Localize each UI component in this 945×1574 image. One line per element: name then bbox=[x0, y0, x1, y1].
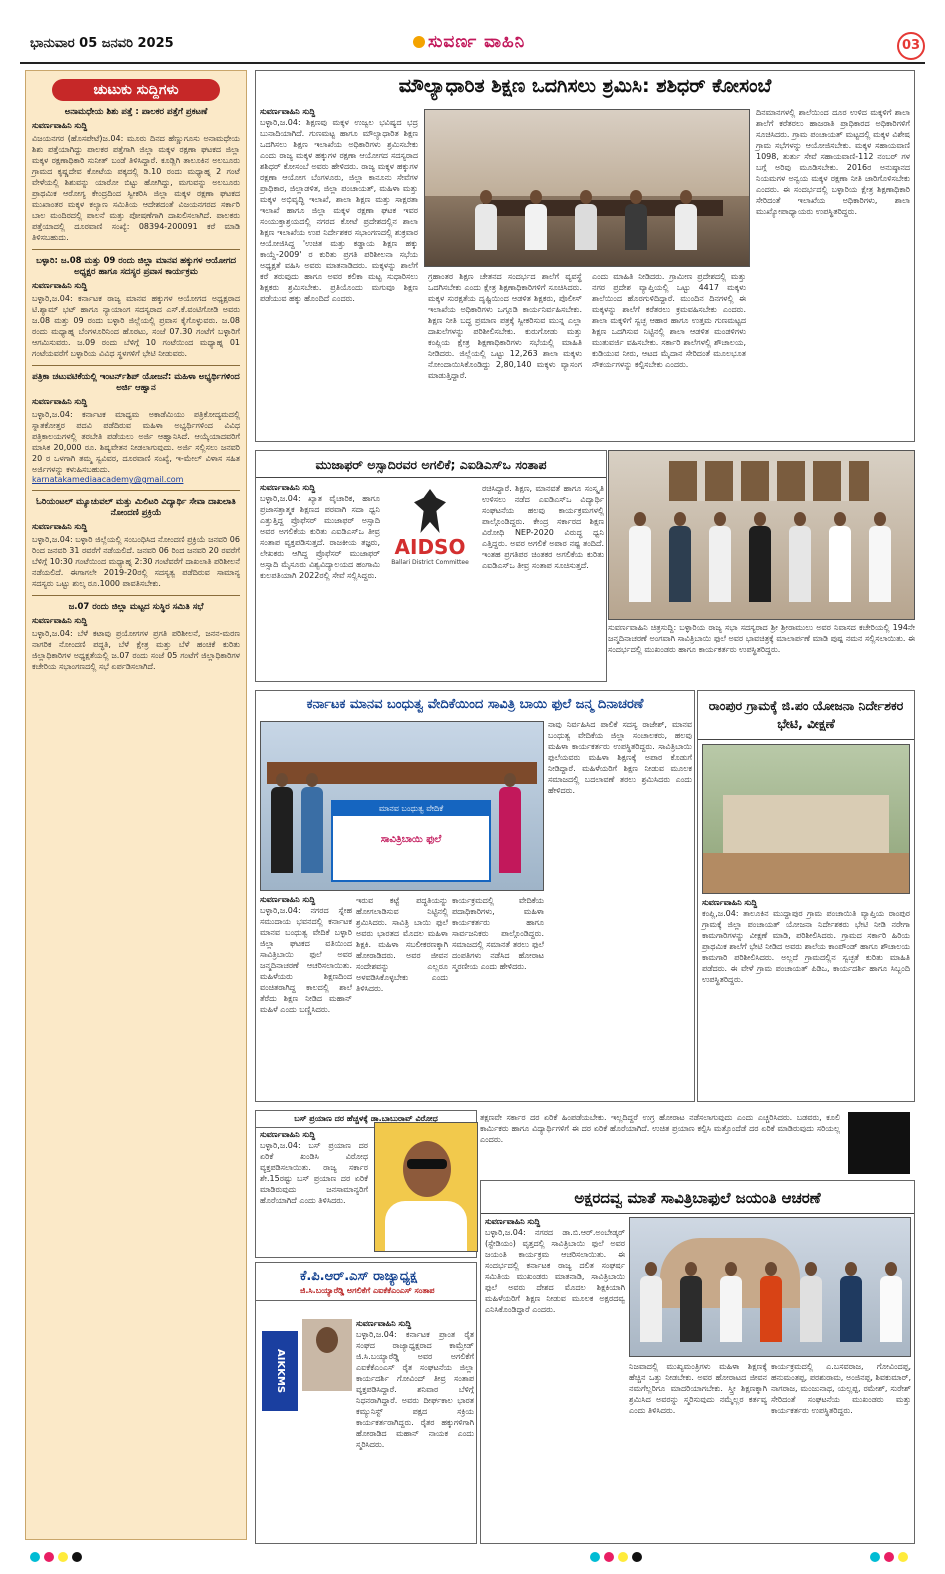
registration-dot-icon bbox=[44, 1552, 54, 1562]
krs-story bbox=[255, 1262, 477, 1544]
aidso-col2 bbox=[482, 483, 604, 679]
aidso-logo-text: AIDSO bbox=[394, 535, 466, 559]
savitribai-story-headline: ಕರ್ನಾಟಕ ಮಾನವ ಬಂಧುತ್ವ ವೇದಿಕೆಯಿಂದ ಸಾವಿತ್ರಿ ಬಾಯಿ ಫುಲೆ ಜನ್ಮ ದಿನಾಚರಣೆ bbox=[306, 697, 644, 712]
registration-dot-icon bbox=[604, 1552, 614, 1562]
aksharadavva-text: ಕಾರ್ಯಕ್ರಮದಲ್ಲಿ ಎ.ಬಸವರಾಜ, ಗೋವಿಂದಪ್ಪ, ಹನುಮಂತಪ್ಪ, ಪರಶುರಾಮ, ಅಂಜಿನಪ್ಪ, ಶಿವಕುಮಾರ್, ನಾಗರಾಜ, ಮಂಜುನಾಥ, ಯಲ್ಲಪ್ಪ, ರಮೇಶ್, ಸುರೇಶ್ ಸೇರಿದಂತೆ ಸಂಘಟನೆಯ ಮುಖಂಡರು ಮತ್ತು ಕಾರ್ಯಕರ್ತರು ಉಪಸ್ಥಿತರಿದ್ದರು. bbox=[771, 1362, 911, 1415]
photo-person bbox=[629, 512, 651, 602]
registration-dot-icon bbox=[72, 1552, 82, 1562]
main-story-text: ಬಳ್ಳಾರಿ,ಜ.04: ಶಿಕ್ಷಣವು ಮಕ್ಕಳ ಉಜ್ವಲ ಭವಿಷ್ಯದ ಭದ್ರ ಬುನಾದಿಯಾಗಿದೆ. ಗುಣಮಟ್ಟ ಹಾಗೂ ಮೌಲ್ಯಾಧಾರಿತ ಶಿಕ್ಷಣ ಒದಗಿಸಲು ಶಿಕ್ಷಣ ಇಲಾಖೆಯ ಅಧಿಕಾರಿಗಳು ಶ್ರಮಿಸಬೇಕು ಎಂದು ರಾಜ್ಯ ಮಕ್ಕಳ ಹಕ್ಕುಗಳ ರಕ್ಷಣಾ ಆಯೋಗದ ಸದಸ್ಯರಾದ ಶಶಿಧರ್ ಕೋಸಂಬೆ ಅವರು ಹೇಳಿದರು. ರಾಜ್ಯ ಮಕ್ಕಳ ಹಕ್ಕುಗಳ ರಕ್ಷಣಾ ಆಯೋಗ ಬೆಂಗಳೂರು, ಜಿಲ್ಲಾ ಕಾನೂನು ಸೇವೆಗಳ ಪ್ರಾಧಿಕಾರ, ಜಿಲ್ಲಾಡಳಿತ, ಜಿಲ್ಲಾ ಪಂಚಾಯತ್, ಮಹಿಳಾ ಮತ್ತು ಮಕ್ಕಳ ಅಭಿವೃದ್ಧಿ ಇಲಾಖೆ, ಶಾಲಾ ಶಿಕ್ಷಣ ಮತ್ತು ಸಾಕ್ಷರತಾ ಇಲಾಖೆ ಹಾಗೂ ಜಿಲ್ಲಾ ಮಕ್ಕಳ ರಕ್ಷಣಾ ಘಟಕ ಇವರ ಸಂಯುಕ್ತಾಶ್ರಯದಲ್ಲಿ ನಗರದ ಕೋಟೆ ಪ್ರದೇಶದಲ್ಲಿನ ಶಾಲಾ ಶಿಕ್ಷಣ ಇಲಾಖೆಯ ಉಪ ನಿರ್ದೇಶಕರ ಸಭಾಂಗಣದಲ್ಲಿ ಶುಕ್ರವಾರ ಆಯೋಜಿಸಿದ್ದ 'ಉಚಿತ ಮತ್ತು ಕಡ್ಡಾಯ ಶಿಕ್ಷಣ ಹಕ್ಕು ಕಾಯ್ದೆ-2009' ರ ಕುರಿತು ಪ್ರಗತಿ ಪರಿಶೀಲನಾ ಸಭೆಯ ಅಧ್ಯಕ್ಷತೆ ವಹಿಸಿ ಅವರು ಮಾತನಾಡಿದರು. ಮಕ್ಕಳನ್ನು ಶಾಲೆಗೆ ಕರೆ ತರುವುದು ಹಾಗೂ ಅವರ ಕಲಿಕಾ ಮಟ್ಟ ಸುಧಾರಿಸಲು ಶಿಕ್ಷಕರು ಶ್ರಮಿಸಬೇಕು. ಪ್ರತಿಯೊಂದು ಮಗುವೂ ಶಿಕ್ಷಣ ಪಡೆಯುವ ಹಕ್ಕು ಹೊಂದಿದೆ ಎಂದರು. bbox=[260, 118, 418, 303]
brief-text: ಬಳ್ಳಾರಿ,ಜ.04: ಕರ್ನಾಟಕ ರಾಜ್ಯ ಮಾನವ ಹಕ್ಕುಗಳ ಆಯೋಗದ ಅಧ್ಯಕ್ಷರಾದ ಟಿ.ಶ್ಯಾಮ್ ಭಟ್ ಹಾಗೂ ನ್ಯಾಯಾಂಗ ಸದಸ್ಯರಾದ ಎಸ್.ಕೆ.ವಂಟಿಗೋಡಿ ಅವರು ಜ.08 ಮತ್ತು 09 ರಂದು ಬಳ್ಳಾರಿ ಜಿಲ್ಲೆಯಲ್ಲಿ ಪ್ರವಾಸ ಕೈಗೊಳ್ಳುವರು. ಜ.08 ರಂದು ಮಧ್ಯಾಹ್ನ ಬೆಂಗಳೂರಿನಿಂದ ಹೊರಟು, ಸಂಜೆ 07.30 ಗಂಟೆಗೆ ಬಳ್ಳಾರಿಗೆ ಆಗಮಿಸುವರು. ಜ.09 ರಂದು ಬೆಳಿಗ್ಗೆ 10 ಗಂಟೆಯಿಂದ ಮಧ್ಯಾಹ್ನ 01 ಗಂಟೆಯವರೆಗೆ ಬಳ್ಳಾರಿಯ ವಿವಿಧ ಸ್ಥಳಗಳಿಗೆ ಭೇಟಿ ನೀಡುವರು. bbox=[32, 294, 240, 358]
aidso-logo bbox=[384, 487, 476, 571]
krs-byline: ಸುವರ್ಣವಾಹಿನಿ ಸುದ್ದಿ bbox=[356, 1319, 412, 1328]
photo-person bbox=[475, 190, 497, 250]
photo-person bbox=[749, 512, 771, 602]
brief-headline: ಅನಾಮಧೇಯ ಶಿಶು ಪತ್ತೆ : ಪಾಲಕರ ಪತ್ತೆಗೆ ಪ್ರಕಟಣೆ bbox=[64, 107, 208, 117]
bus-fare-headline: ಬಸ್ ಪ್ರಯಾಣ ದರ ಹೆಚ್ಚಳಕ್ಕೆ ಡಾ.ಬಾಬುರಾವ್ ವಿರೋಧ bbox=[256, 1111, 476, 1128]
photo-person bbox=[271, 773, 293, 873]
savitribai-side-col bbox=[548, 719, 692, 1099]
main-story-text: ಎಂದು ಮಾಹಿತಿ ನೀಡಿದರು. ಗ್ರಾಮೀಣ ಪ್ರದೇಶದಲ್ಲಿ ಮತ್ತು ನಗರ ಪ್ರದೇಶ ವ್ಯಾಪ್ತಿಯಲ್ಲಿ ಒಟ್ಟು 4417 ಮಕ್ಕಳು ಶಾಲೆಯಿಂದ ಹೊರಗುಳಿದಿದ್ದಾರೆ. ಮುಂದಿನ ದಿನಗಳಲ್ಲಿ ಈ ಮಕ್ಕಳನ್ನು ಶಾಲೆಗೆ ಕರೆತರಲು ಕ್ರಮವಹಿಸಬೇಕು ಎಂದರು. ಶಾಲಾ ಮಕ್ಕಳಿಗೆ ಸ್ವಚ್ಛ ಆಹಾರ ಹಾಗೂ ಉತ್ತಮ ಗುಣಮಟ್ಟದ ಶಿಕ್ಷಣ ಒದಗಿಸುವ ನಿಟ್ಟಿನಲ್ಲಿ ಶಾಲಾ ಆಡಳಿತ ಮಂಡಳಿಗಳು ಮುತುವರ್ಜಿ ವಹಿಸಬೇಕು. ಸರ್ಕಾರಿ ಶಾಲೆಗಳಲ್ಲಿ ಶೌಚಾಲಯ, ಕುಡಿಯುವ ನೀರು, ಆಟದ ಮೈದಾನ ಸೇರಿದಂತೆ ಮೂಲಭೂತ ಸೌಕರ್ಯಗಳನ್ನು ಕಲ್ಪಿಸಬೇಕು ಎಂದರು. bbox=[592, 272, 746, 369]
photo-wall bbox=[425, 110, 749, 196]
bus-fare-text: ಬಳ್ಳಾರಿ,ಜ.04: ಬಸ್ ಪ್ರಯಾಣ ದರ ಏರಿಕೆ ಖಂಡಿಸಿ ವಿರೋಧ ವ್ಯಕ್ತಪಡಿಸಲಾಯಿತು. ರಾಜ್ಯ ಸರ್ಕಾರ ಶೇ.15ರಷ್ಟು ಬಸ್ ಪ್ರಯಾಣ ದರ ಏರಿಕೆ ಮಾಡಿರುವುದು ಜನಸಾಮಾನ್ಯರಿಗೆ ಹೊರೆಯಾಗಿದೆ ಎಂದು ತಿಳಿಸಿದರು. bbox=[260, 1141, 368, 1205]
portrait-shirt bbox=[385, 1201, 467, 1251]
briefs-banner: ಚುಟುಕು ಸುದ್ದಿಗಳು bbox=[52, 79, 220, 101]
brief-byline: ಸುವರ್ಣವಾಹಿನಿ ಸುದ್ದಿ bbox=[32, 397, 88, 406]
portrait-frames bbox=[669, 461, 869, 501]
brief-byline: ಸುವರ್ಣವಾಹಿನಿ ಸುದ್ದಿ bbox=[32, 121, 88, 130]
aidso-text: ರಚಿಸಿದ್ದಾರೆ. ಶಿಕ್ಷಣ, ಮಾನವತೆ ಹಾಗೂ ಸಂಸ್ಕೃತಿ ಉಳಿಸಲು ನಡೆದ ಎಐಡಿಎಸ್ಒ ವಿದ್ಯಾರ್ಥಿ ಸಂಘಟನೆಯ ಹಲವು ಕಾರ್ಯಕ್ರಮಗಳಲ್ಲಿ ಪಾಲ್ಗೊಂಡಿದ್ದರು. ಕೇಂದ್ರ ಸರ್ಕಾರದ ಶಿಕ್ಷಣ ವಿರೋಧಿ NEP-2020 ವಿರುದ್ಧ ಧ್ವನಿ ಎತ್ತಿದ್ದರು. ಅವರ ಅಗಲಿಕೆ ಅಪಾರ ನಷ್ಟ ತಂದಿದೆ. ಇಂತಹ ಪ್ರಗತಿಪರ ಚಿಂತಕರ ಅಗಲಿಕೆಯ ಕುರಿತು ಎಐಡಿಎಸ್ಒ ತೀವ್ರ ಸಂತಾಪ ಸೂಚಿಸುತ್ತದೆ. bbox=[482, 484, 604, 570]
brief-byline: ಸುವರ್ಣವಾಹಿನಿ ಸುದ್ದಿ bbox=[32, 281, 88, 290]
main-story-col1 bbox=[256, 107, 422, 437]
registration-dot-icon bbox=[30, 1552, 40, 1562]
registration-dot-icon bbox=[898, 1552, 908, 1562]
registration-dot-icon bbox=[884, 1552, 894, 1562]
savitribai-text: ಬಳ್ಳಾರಿ,ಜ.04: ನಗರದ ಸ್ನೇಹ ಸಮುದಾಯ ಭವನದಲ್ಲಿ ಕರ್ನಾಟಕ ಮಾನವ ಬಂಧುತ್ವ ವೇದಿಕೆ ಬಳ್ಳಾರಿ ಜಿಲ್ಲಾ ಘಟಕದ ವತಿಯಿಂದ ಸಾವಿತ್ರಿಬಾಯಿ ಫುಲೆ ಅವರ ಜನ್ಮದಿನಾಚರಣೆ ಆಚರಿಸಲಾಯಿತು. ಮಹಿಳೆಯರು ಶಿಕ್ಷಣದಿಂದ ವಂಚಿತರಾಗಿದ್ದ ಕಾಲದಲ್ಲಿ ಶಾಲೆ ತೆರೆದು ಶಿಕ್ಷಣ ನೀಡಿದ ಮಹಾನ್ ಮಹಿಳೆ ಎಂದು ಬಣ್ಣಿಸಿದರು. bbox=[260, 906, 352, 1014]
aidso-col1 bbox=[260, 483, 380, 679]
portrait-face bbox=[403, 1141, 451, 1197]
photo-person bbox=[680, 1262, 702, 1342]
bus-fare-continued bbox=[480, 1112, 840, 1178]
meeting-photo bbox=[424, 109, 750, 267]
savitribai-col2 bbox=[356, 895, 448, 1099]
krs-headline: ಕೆ.ಪಿ.ಆರ್.ಎಸ್ ರಾಜ್ಯಾಧ್ಯಕ್ಷ bbox=[300, 1269, 417, 1284]
aksharadavva-text: ನಿಜವಾದಲ್ಲಿ ಮುಖ್ಯಮಂತ್ರಿಗಳು ಮಹಿಳಾ ಶಿಕ್ಷಣಕ್ಕೆ ಹೆಚ್ಚಿನ ಒತ್ತು ನೀಡಬೇಕು. ಅವರ ಹೋರಾಟದ ಜೀವನ ನಮಗೆಲ್ಲರಿಗೂ ಮಾದರಿಯಾಗಬೇಕು. ಸ್ತ್ರೀ ಶಿಕ್ಷಣಕ್ಕಾಗಿ ಶ್ರಮಿಸಿದ ಅವರನ್ನು ಸ್ಮರಿಸುವುದು ನಮ್ಮೆಲ್ಲರ ಕರ್ತವ್ಯ ಎಂದು ತಿಳಿಸಿದರು. bbox=[629, 1362, 767, 1415]
aksharadavva-col2 bbox=[629, 1361, 767, 1541]
photo-person bbox=[499, 773, 521, 873]
main-story-text: ಗ್ರಹಾಂತರ ಶಿಕ್ಷಣ ಚೇತನದ ಸಂದರ್ಭದ ಶಾಲೆಗೆ ವ್ಯವಸ್ಥೆ ಒದಗಿಸಬೇಕು ಎಂದು ಕ್ಷೇತ್ರ ಶಿಕ್ಷಣಾಧಿಕಾರಿಗಳಿಗೆ ಸೂಚಿಸಿದರು. ಮಕ್ಕಳ ಸುರಕ್ಷತೆಯ ದೃಷ್ಟಿಯಿಂದ ಆಡಳಿತ ಶಿಕ್ಷಕರು, ಪೊಲೀಸ್ ಇಲಾಖೆಯ ಅಧಿಕಾರಿಗಳು ಒಗ್ಗೂಡಿ ಕಾರ್ಯನಿರ್ವಹಿಸಬೇಕು. ಶಿಕ್ಷಣ ನೀತಿ ಬದ್ಧ ಪ್ರಮಾಣ ಪತ್ರಕ್ಕೆ ಸ್ವೀಕರಿಸುವ ಮುನ್ನ ಎಲ್ಲಾ ದಾಖಲೆಗಳನ್ನು ಪರಿಶೀಲಿಸಬೇಕು. ಕುರುಗೋಡು ಮತ್ತು ಕಂಪ್ಲಿಯ ಕ್ಷೇತ್ರ ಶಿಕ್ಷಣಾಧಿಕಾರಿಗಳು ಸಭೆಯಲ್ಲಿ ಮಾಹಿತಿ ನೀಡಿದರು. ಜಿಲ್ಲೆಯಲ್ಲಿ ಒಟ್ಟು 12,263 ಶಾಲಾ ಮಕ್ಕಳು ನೋಂದಾಯಿಸಿಕೊಂಡಿದ್ದು 2,80,140 ಮಕ್ಕಳು ವ್ಯಾಸಂಗ ಮಾಡುತ್ತಿದ್ದಾರೆ. bbox=[428, 272, 582, 380]
photo-person bbox=[840, 1262, 862, 1342]
brief-text: ಬಳ್ಳಾರಿ,ಜ.04: ಬೆಳೆ ಕಟಾವು ಪ್ರಯೋಗಗಳ ಪ್ರಗತಿ ಪರಿಶೀಲನೆ, ಜನನ-ಮರಣ ನಾಗರಿಕ ನೋಂದಣಿ ಪದ್ಧತಿ, ಬೆಳೆ ಕ್ಷೇತ್ರ ಮತ್ತು ಬೆಳೆ ಹಂಚಿಕೆ ಕುರಿತು ಜಿಲ್ಲಾಧಿಕಾರಿಗಳ ಅಧ್ಯಕ್ಷತೆಯಲ್ಲಿ ಜ.07 ರಂದು ಸಂಜೆ 05 ಗಂಟೆಗೆ ಜಿಲ್ಲಾಧಿಕಾರಿಗಳ ಕಚೇರಿಯ ಸಭಾಂಗಣದಲ್ಲಿ ಸಭೆ ಏರ್ಪಡಿಸಲಾಗಿದೆ. bbox=[32, 629, 240, 671]
rampur-text: ಕಂಪ್ಲಿ,ಜ.04: ತಾಲೂಕಿನ ಮುದ್ದಾಪುರ ಗ್ರಾಮ ಪಂಚಾಯಿತಿ ವ್ಯಾಪ್ತಿಯ ರಾಂಪುರ ಗ್ರಾಮಕ್ಕೆ ಜಿಲ್ಲಾ ಪಂಚಾಯತ್ ಯೋಜನಾ ನಿರ್ದೇಶಕರು ಭೇಟಿ ನೀಡಿ ನರೇಗಾ ಕಾಮಗಾರಿಗಳನ್ನು ವೀಕ್ಷಣೆ ಮಾಡಿ, ಪರಿಶೀಲಿಸಿದರು. ಗ್ರಾಮದ ಸರ್ಕಾರಿ ಹಿರಿಯ ಪ್ರಾಥಮಿಕ ಶಾಲೆಗೆ ಭೇಟಿ ನೀಡಿದ ಅವರು ಶಾಲೆಯ ಕಾಂಪೌಂಡ್ ಹಾಗೂ ಶೌಚಾಲಯ ಕಾಮಗಾರಿ ಪರಿಶೀಲಿಸಿದರು. ಅಲ್ಲದೆ ಗ್ರಾಮದಲ್ಲಿನ ಸ್ವಚ್ಛತೆ ಕುರಿತು ಮಾಹಿತಿ ಪಡೆದರು. ಈ ವೇಳೆ ಗ್ರಾಮ ಪಂಚಾಯತ್ ಪಿಡಿಒ, ಕಾರ್ಯದರ್ಶಿ ಹಾಗೂ ಸಿಬ್ಬಂದಿ ಉಪಸ್ಥಿತರಿದ್ದರು. bbox=[702, 909, 910, 984]
brief-text: ಬಳ್ಳಾರಿ,ಜ.04: ಕರ್ನಾಟಕ ಮಾಧ್ಯಮ ಅಕಾಡೆಮಿಯು ಪತ್ರಿಕೋದ್ಯಮದಲ್ಲಿ ಸ್ನಾತಕೋತ್ತರ ಪದವಿ ಪಡೆದಿರುವ ಮಹಿಳಾ ಅಭ್ಯರ್ಥಿಗಳಿಂದ ವಿವಿಧ ಪತ್ರಿಕಾಲಯಗಳಲ್ಲಿ ತರಬೇತಿ ಪಡೆಯಲು ಅರ್ಜಿ ಆಹ್ವಾನಿಸಿದೆ. ಆಯ್ಕೆಯಾದವರಿಗೆ ಮಾಸಿಕ 20,000 ರೂ. ಶಿಷ್ಯವೇತನ ನೀಡಲಾಗುವುದು. ಅರ್ಜಿ ಸಲ್ಲಿಸಲು ಜನವರಿ 20 ರ ಒಳಗಾಗಿ ತಮ್ಮ ಸ್ವವಿವರ, ದೂರವಾಣಿ ಸಂಖ್ಯೆ, ಇ-ಮೇಲ್ ವಿಳಾಸ ಸಹಿತ ಅರ್ಜಿಗಳನ್ನು ಕಳುಹಿಸಬಹುದು. bbox=[32, 410, 240, 474]
rampur-story bbox=[697, 690, 915, 1102]
brief-byline: ಸುವರ್ಣವಾಹಿನಿ ಸುದ್ದಿ bbox=[32, 616, 88, 625]
registration-dot-icon bbox=[590, 1552, 600, 1562]
brief-headline: ಜ.07 ರಂದು ಜಿಲ್ಲಾ ಮಟ್ಟದ ಸುಸ್ಥಿರ ಸಮಿತಿ ಸಭೆ bbox=[68, 602, 204, 612]
main-story-col3 bbox=[588, 271, 750, 439]
felicitation-photo bbox=[608, 450, 915, 620]
page-number-badge: 03 bbox=[897, 32, 925, 60]
aksharadavva-byline: ಸುವರ್ಣವಾಹಿನಿ ಸುದ್ದಿ bbox=[485, 1217, 541, 1226]
aidso-logo-sub: Ballari District Committee bbox=[391, 559, 469, 566]
aksharadavva-headline: ಅಕ್ಷರದವ್ವ ಮಾತೆ ಸಾವಿತ್ರಿಬಾಫುಲೆ ಜಯಂತಿ ಆಚರಣೆ bbox=[481, 1181, 914, 1214]
rampur-story-headline: ರಾಂಪುರ ಗ್ರಾಮಕ್ಕೆ ಜಿ.ಪಂ ಯೋಜನಾ ನಿರ್ದೇಶಕರ ಭೇಟಿ, ವೀಕ್ಷಣೆ bbox=[698, 691, 914, 740]
divider bbox=[32, 595, 240, 596]
black-box bbox=[848, 1112, 910, 1174]
rally-photo bbox=[260, 721, 544, 891]
newspaper-logo bbox=[410, 32, 525, 52]
divider bbox=[32, 490, 240, 491]
school-building bbox=[723, 795, 889, 855]
bus-fare-text: ತಕ್ಷಣವೇ ಸರ್ಕಾರ ದರ ಏರಿಕೆ ಹಿಂಪಡೆಯಬೇಕು. ಇಲ್ಲದಿದ್ದರೆ ಉಗ್ರ ಹೋರಾಟ ನಡೆಸಲಾಗುವುದು ಎಂದು ಎಚ್ಚರಿಸಿದರು. ಬಡವರು, ಕೂಲಿ ಕಾರ್ಮಿಕರು ಹಾಗೂ ವಿದ್ಯಾರ್ಥಿಗಳಿಗೆ ಈ ದರ ಏರಿಕೆ ಹೊರೆಯಾಗಿದೆ. ಉಚಿತ ಪ್ರಯಾಣ ಕಲ್ಪಿಸಿ ಮತ್ತೊಂದೆಡೆ ದರ ಏರಿಕೆ ಮಾಡಿರುವುದು ಸರಿಯಲ್ಲ ಎಂದರು. bbox=[480, 1113, 840, 1144]
rampur-byline: ಸುವರ್ಣವಾಹಿನಿ ಸುದ್ದಿ bbox=[702, 898, 758, 907]
savitribai-byline: ಸುವರ್ಣವಾಹಿನಿ ಸುದ್ದಿ bbox=[260, 895, 316, 904]
issue-date: ಭಾನುವಾರ 05 ಜನವರಿ 2025 bbox=[30, 36, 174, 51]
photo-person bbox=[760, 1262, 782, 1342]
photo-person bbox=[301, 773, 323, 873]
photo-face bbox=[316, 1327, 338, 1353]
savitribai-story bbox=[255, 690, 695, 1102]
news-briefs-column bbox=[25, 70, 247, 1540]
aidso-byline: ಸುವರ್ಣವಾಹಿನಿ ಸುದ್ದಿ bbox=[260, 483, 316, 492]
photo-person bbox=[880, 1262, 902, 1342]
brief-text: ವಿಜಯನಗರ (ಹೊಸಪೇಟೆ)ಜ.04: ಮೂರು ದಿನದ ಹೆಣ್ಣುಗೂಸು ಅನಾಮಧೇಯ ಶಿಶು ಪತ್ತೆಯಾಗಿದ್ದು ಪಾಲಕರ ಪತ್ತೆಗಾಗಿ ಜಿಲ್ಲಾ ಮಕ್ಕಳ ರಕ್ಷಣಾ ಘಟಕದ ಜಿಲ್ಲಾ ಮಕ್ಕಳ ರಕ್ಷಣಾಧಿಕಾರಿ ಸುನೀತ್ ಬಂಡೆ ತಿಳಿಸಿದ್ದಾರೆ. ಕೂಡ್ಲಿಗಿ ತಾಲೂಕಿನ ಅಲಬೂರು ಗ್ರಾಮದ ಕೃಷ್ಣದೇವ ಕೋಟೆಯ ಪಕ್ಕದಲ್ಲಿ ಡಿ.10 ರಂದು ಮಧ್ಯಾಹ್ನ 2 ಗಂಟೆ ವೇಳೆಯಲ್ಲಿ ಶಿಶುವನ್ನು ಯಾರೋ ಬಿಟ್ಟು ಹೋಗಿದ್ದು, ಮಗುವನ್ನು ಅಲಬೂರು ಪ್ರಾಥಮಿಕ ಆರೋಗ್ಯ ಕೇಂದ್ರದಿಂದ ಸ್ವೀಕರಿಸಿ ಜಿಲ್ಲಾ ಮಕ್ಕಳ ರಕ್ಷಣಾ ಘಟಕದ ಮುಖಾಂತರ ಮಕ್ಕಳ ಕಲ್ಯಾಣ ಸಮಿತಿಯ ಆದೇಶದಂತೆ ವಿಜಯನಗರದ ಸರ್ಕಾರಿ ಬಾಲ ಮಂದಿರದಲ್ಲಿ ಪಾಲನೆ ಮತ್ತು ಪೋಷಣೆಗಾಗಿ ದಾಖಲಿಸಲಾಗಿದೆ. ಪಾಲಕರು ಪತ್ತೆಯಾದಲ್ಲಿ ದೂರವಾಣಿ ಸಂಖ್ಯೆ: 08394-200091 ಕರೆ ಮಾಡಿ ತಿಳಿಸಬಹುದು. bbox=[32, 134, 240, 242]
photo-person bbox=[669, 512, 691, 602]
bus-fare-byline: ಸುವರ್ಣವಾಹಿನಿ ಸುದ್ದಿ bbox=[260, 1130, 316, 1139]
aksharadavva-story bbox=[480, 1180, 915, 1544]
sunglasses-icon bbox=[407, 1159, 447, 1169]
main-story-col4 bbox=[752, 107, 914, 437]
divider bbox=[32, 249, 240, 250]
registration-dot-icon bbox=[870, 1552, 880, 1562]
savitribai-side-text: ನಾವು ನಿರ್ವಹಿಸಿದ ಪಾಲಿಕೆ ಸದಸ್ಯ ರಾಜೇಶ್, ಮಾನವ ಬಂಧುತ್ವ ವೇದಿಕೆಯ ಜಿಲ್ಲಾ ಸಂಚಾಲಕರು, ಹಲವು ಮಹಿಳಾ ಕಾರ್ಯಕರ್ತರು ಉಪಸ್ಥಿತರಿದ್ದರು. ಸಾವಿತ್ರಿಬಾಯಿ ಫುಲೆಯವರು ಮಹಿಳಾ ಶಿಕ್ಷಣಕ್ಕೆ ಅಪಾರ ಕೊಡುಗೆ ನೀಡಿದ್ದಾರೆ. ಮಹಿಳೆಯರಿಗೆ ಶಿಕ್ಷಣ ನೀಡುವ ಮೂಲಕ ಸಮಾಜದಲ್ಲಿ ಬದಲಾವಣೆ ತರಲು ಶ್ರಮಿಸಿದರು ಎಂದು ಹೇಳಿದರು. bbox=[548, 720, 692, 795]
krs-person-photo bbox=[302, 1319, 352, 1391]
photo-person bbox=[829, 512, 851, 602]
brief-text: ಬಳ್ಳಾರಿ,ಜ.04: ಬಳ್ಳಾರಿ ಜಿಲ್ಲೆಯಲ್ಲಿ ಸಂಬಂಧಿಸಿದ ನೋಂದಣಿ ಪ್ರಕ್ರಿಯೆ ಜನವರಿ 06 ರಿಂದ ಜನವರಿ 31 ರವರೆಗೆ ನಡೆಯಲಿದೆ. ಜನವರಿ 06 ರಿಂದ ಜನವರಿ 20 ರವರೆಗೆ ಬೆಳಿಗ್ಗೆ 10:30 ಗಂಟೆಯಿಂದ ಮಧ್ಯಾಹ್ನ 2:30 ಗಂಟೆವರೆಗೆ ದಾಖಲಾತಿ ಪರಿಶೀಲನೆ ನಡೆಯಲಿದೆ. ಈಗಾಗಲೇ 2019-20ರಲ್ಲಿ ಸದಸ್ಯತ್ವ ಪಡೆದಿರುವ ಸಾಮಾನ್ಯ ಸದಸ್ಯರು ಒಟ್ಟು ಶುಲ್ಕ ರೂ.1000 ಪಾವತಿಸಬೇಕು. bbox=[32, 535, 240, 588]
registration-dot-icon bbox=[632, 1552, 642, 1562]
aidso-story-headline: ಮುಜಾಫರ್ ಅಸ್ಸಾದಿರವರ ಅಗಲಿಕೆ; ಎಐಡಿಎಸ್ಒ ಸಂತಾಪ bbox=[256, 451, 606, 478]
aksharadavva-col3 bbox=[771, 1361, 911, 1541]
main-story-text: ದಿನಮಾನಗಳಲ್ಲಿ ಶಾಲೆಯಿಂದ ದೂರ ಉಳಿದ ಮಕ್ಕಳಿಗೆ ಶಾಲಾ ಶಾಲೆಗೆ ಕರೆತರಲು ಹಾಜರಾತಿ ಪ್ರಾಧಿಕಾರದ ಅಧಿಕಾರಿಗಳಿಗೆ ಸೂಚಿಸಿದರು. ಗ್ರಾಮ ಪಂಚಾಯತ್ ಮಟ್ಟದಲ್ಲಿ ಮಕ್ಕಳ ವಿಶೇಷ ಗ್ರಾಮ ಸಭೆಗಳನ್ನು ಆಯೋಜಿಸಬೇಕು. ಮಕ್ಕಳ ಸಹಾಯವಾಣಿ 1098, ತುರ್ತು ಸೇವೆ ಸಹಾಯವಾಣಿ-112 ನಂಬರ್ ಗಳ ಬಗ್ಗೆ ಅರಿವು ಮೂಡಿಸಬೇಕು. 2016ರ ಅನುಷ್ಠಾನದ ನಿಯಮಗಳ ಅನ್ವಯ ಮಕ್ಕಳ ರಕ್ಷಣಾ ನೀತಿ ಜಾರಿಗೊಳಿಸಬೇಕು ಎಂದರು. ಈ ಸಂದರ್ಭದಲ್ಲಿ ಬಳ್ಳಾರಿಯ ಕ್ಷೇತ್ರ ಶಿಕ್ಷಣಾಧಿಕಾರಿ ಸೇರಿದಂತೆ ಇಲಾಖೆಯ ಅಧಿಕಾರಿಗಳು, ಶಾಲಾ ಮುಖ್ಯೋಪಾಧ್ಯಾಯರು ಉಪಸ್ಥಿತರಿದ್ದರು. bbox=[756, 108, 910, 216]
divider bbox=[32, 365, 240, 366]
main-story bbox=[255, 70, 915, 442]
main-story-byline: ಸುವರ್ಣವಾಹಿನಿ ಸುದ್ದಿ bbox=[260, 107, 316, 116]
photo-person bbox=[709, 512, 731, 602]
brief-byline: ಸುವರ್ಣವಾಹಿನಿ ಸುದ್ದಿ bbox=[32, 522, 88, 531]
photo-person bbox=[800, 1262, 822, 1342]
rally-banner-title: ಮಾನವ ಬಂಧುತ್ವ ವೇದಿಕೆ bbox=[333, 802, 489, 816]
photo-person bbox=[640, 1262, 662, 1342]
rally-banner-name: ಸಾವಿತ್ರಿಬಾಯಿ ಫುಲೆ bbox=[380, 834, 442, 845]
krs-body bbox=[356, 1319, 474, 1541]
logo-text: ಸುವರ್ಣ ವಾಹಿನಿ bbox=[428, 32, 526, 52]
masthead-rule bbox=[20, 62, 925, 64]
jayanti-photo bbox=[629, 1217, 911, 1357]
aksharadavva-col1 bbox=[485, 1217, 625, 1541]
brief-headline: ಬಳ್ಳಾರಿ: ಜ.08 ಮತ್ತು 09 ರಂದು ಜಿಲ್ಲಾ ಮಾನವ ಹಕ್ಕುಗಳ ಆಯೋಗದ ಅಧ್ಯಕ್ಷರ ಹಾಗೂ ಸದಸ್ಯರ ಪ್ರವಾಸ ಕಾರ್ಯಕ್ರಮ bbox=[36, 256, 236, 277]
aksharadavva-text: ಬಳ್ಳಾರಿ,ಜ.04: ನಗರದ ಡಾ.ಬಿ.ಆರ್.ಅಂಬೇಡ್ಕರ್ (ಸ್ಟೇಡಿಯಂ) ವೃತ್ತದಲ್ಲಿ ಸಾವಿತ್ರಿಬಾಯಿ ಫುಲೆ ಅವರ ಜಯಂತಿ ಕಾರ್ಯಕ್ರಮ ಆಚರಿಸಲಾಯಿತು. ಈ ಸಂದರ್ಭದಲ್ಲಿ ಕರ್ನಾಟಕ ರಾಜ್ಯ ದಲಿತ ಸಂಘರ್ಷ ಸಮಿತಿಯ ಮುಖಂಡರು ಮಾತನಾಡಿ, ಸಾವಿತ್ರಿಬಾಯಿ ಫುಲೆ ಅವರು ದೇಶದ ಮೊದಲ ಶಿಕ್ಷಕಿಯಾಗಿ ಮಹಿಳೆಯರಿಗೆ ಶಿಕ್ಷಣ ನೀಡುವ ಮೂಲಕ ಅಕ್ಷರದವ್ವ ಎನಿಸಿಕೊಂಡಿದ್ದಾರೆ ಎಂದರು. bbox=[485, 1228, 625, 1314]
torch-figure-icon bbox=[414, 489, 446, 533]
print-registration-marks bbox=[30, 1552, 915, 1562]
krs-text: ಬಳ್ಳಾರಿ,ಜ.04: ಕರ್ನಾಟಕ ಪ್ರಾಂತ ರೈತ ಸಂಘದ ರಾಜ್ಯಾಧ್ಯಕ್ಷರಾದ ಕಾಮ್ರೇಡ್ ಜಿ.ಸಿ.ಬಯ್ಯಾರೆಡ್ಡಿ ಅವರ ಅಗಲಿಕೆಗೆ ಎಐಕೆಕೆಎಂಎಸ್ ರೈತ ಸಂಘಟನೆಯ ಜಿಲ್ಲಾ ಕಾರ್ಯದರ್ಶಿ ಗೋವಿಂದ್ ತೀವ್ರ ಸಂತಾಪ ವ್ಯಕ್ತಪಡಿಸಿದ್ದಾರೆ. ಶನಿವಾರ ಬೆಳಿಗ್ಗೆ ನಿಧನರಾಗಿದ್ದಾರೆ. ಅವರು ದೀರ್ಘಕಾಲ ಭಾರತ ಕಮ್ಯುನಿಸ್ಟ್ ಪಕ್ಷದ ಸಕ್ರಿಯ ಕಾರ್ಯಕರ್ತರಾಗಿದ್ದರು. ರೈತರ ಹಕ್ಕುಗಳಿಗಾಗಿ ಹೋರಾಡಿದ ಮಹಾನ್ ನಾಯಕ ಎಂದು ಸ್ಮರಿಸಿದರು. bbox=[356, 1330, 474, 1449]
photo-person bbox=[789, 512, 811, 602]
savitribai-text: ಇರುವ ಕಟ್ಟೆ ಪದ್ಧತಿಯನ್ನು ಹೋಗಲಾಡಿಸುವ ನಿಟ್ಟಿನಲ್ಲಿ ಶ್ರಮಿಸಿದರು. ಸಾವಿತ್ರಿ ಬಾಯಿ ಫುಲೆ ಅವರು ಭಾರತದ ಮೊದಲ ಮಹಿಳಾ ಶಿಕ್ಷಕಿ. ಮಹಿಳಾ ಸಬಲೀಕರಣಕ್ಕಾಗಿ ಹೋರಾಡಿದರು. ಅವರ ಜೀವನ ಸಂದೇಶವನ್ನು ಎಲ್ಲರೂ ಅಳವಡಿಸಿಕೊಳ್ಳಬೇಕು ಎಂದು ತಿಳಿಸಿದರು. bbox=[356, 896, 448, 993]
krs-subheadline: ಜಿ.ಸಿ.ಬಯ್ಯಾರೆಡ್ಡಿ ಅಗಲಿಕೆಗೆ ಎಐಕೆಕೆಎಂಎಸ್ ಸಂತಾಪ bbox=[256, 1284, 476, 1301]
main-story-col2 bbox=[424, 271, 586, 439]
photo-person bbox=[575, 190, 597, 250]
aidso-text: ಬಳ್ಳಾರಿ,ಜ.04: ಖ್ಯಾತ ವೈಚಾರಿಕ, ಹಾಗೂ ಪ್ರಜಾಸತ್ತಾತ್ಮಕ ಶಿಕ್ಷಣದ ಪರವಾಗಿ ಸದಾ ಧ್ವನಿ ಎತ್ತುತ್ತಿದ್ದ ಪ್ರೊಫೆಸರ್ ಮುಜಾಫರ್ ಅಸ್ಸಾದಿ ಅವರ ಅಗಲಿಕೆಯ ಕುರಿತು ಎಐಡಿಎಸ್ಒ ತೀವ್ರ ಸಂತಾಪ ವ್ಯಕ್ತಪಡಿಸುತ್ತದೆ. ರಾಜಕೀಯ ತಜ್ಞರು, ಲೇಖಕರು ಆಗಿದ್ದ ಪ್ರೊಫೆಸರ್ ಮುಜಾಫರ್ ಅಸ್ಸಾದಿ ಮೈಸೂರು ವಿಶ್ವವಿದ್ಯಾಲಯದ ಹಂಗಾಮಿ ಕುಲಪತಿಯಾಗಿ 2022ರಲ್ಲಿ ಸೇವೆ ಸಲ್ಲಿಸಿದ್ದರು. bbox=[260, 494, 380, 580]
bus-fare-body bbox=[256, 1128, 372, 1248]
savitribai-text: ಕಾರ್ಯಕ್ರಮದಲ್ಲಿ ವೇದಿಕೆಯ ಪದಾಧಿಕಾರಿಗಳು, ಮಹಿಳಾ ಕಾರ್ಯಕರ್ತರು ಹಾಗೂ ಸಾರ್ವಜನಿಕರು ಪಾಲ್ಗೊಂಡಿದ್ದರು. ಸಮಾಜದಲ್ಲಿ ಸಮಾನತೆ ತರಲು ಫುಲೆ ದಂಪತಿಗಳು ನಡೆಸಿದ ಹೋರಾಟ ಸ್ಮರಣೀಯ ಎಂದು ಹೇಳಿದರು. bbox=[452, 896, 544, 971]
photo-caption: ಸುವರ್ಣವಾಹಿನಿ ಚಿತ್ರಸುದ್ದಿ: ಬಳ್ಳಾರಿಯ ರಾಜ್ಯ ಸಭಾ ಸದಸ್ಯರಾದ ಶ್ರೀ ಶ್ರೀರಾಮುಲು ಅವರ ನಿವಾಸದ ಕಚೇರಿಯಲ್ಲಿ 194ನೇ ಜನ್ಮದಿನಾಚರಣೆ ಅಂಗವಾಗಿ ಸಾವಿತ್ರಿಬಾಯಿ ಫುಲೆ ಅವರ ಭಾವಚಿತ್ರಕ್ಕೆ ಮಾಲಾರ್ಪಣೆ ಮಾಡಿ ಪುಷ್ಪ ನಮನ ಸಲ್ಲಿಸಲಾಯಿತು. ಈ ಸಂದರ್ಭದಲ್ಲಿ ಮುಖಂಡರು ಹಾಗೂ ಕಾರ್ಯಕರ್ತರು ಉಪಸ್ಥಿತರಿದ್ದರು. bbox=[608, 623, 915, 654]
rally-banner bbox=[331, 800, 491, 882]
photo-person bbox=[720, 1262, 742, 1342]
registration-dot-icon bbox=[58, 1552, 68, 1562]
rampur-body bbox=[698, 898, 914, 1098]
photo-person bbox=[869, 512, 891, 602]
photo-person bbox=[675, 190, 697, 250]
aidso-story bbox=[255, 450, 607, 682]
photo-person bbox=[625, 190, 647, 250]
ground bbox=[703, 853, 909, 893]
savitribai-col3 bbox=[452, 895, 544, 1099]
main-story-headline: ಮೌಲ್ಯಾಧಾರಿತ ಶಿಕ್ಷಣ ಒದಗಿಸಲು ಶ್ರಮಿಸಿ: ಶಶಿಧರ್ ಕೋಸಂಬೆ bbox=[398, 75, 772, 97]
masthead bbox=[20, 30, 925, 64]
brief-headline: ಓರಿಯಂಟಲ್ ಮ್ಯೂಚುವಲ್ ಮತ್ತು ಮಿಲಿಟರಿ ವಿದ್ಯಾರ್ಥಿ ಸೇವಾ ದಾಖಲಾತಿ ನೋಂದಣಿ ಪ್ರಕ್ರಿಯೆ bbox=[36, 497, 236, 518]
school-visit-photo bbox=[702, 744, 910, 894]
sun-logo-icon bbox=[413, 36, 425, 48]
aikkms-logo: AIKKMS bbox=[262, 1331, 298, 1411]
savitribai-col1 bbox=[260, 895, 352, 1099]
email-link[interactable]: karnatakamediaacademy@gmail.com bbox=[32, 475, 184, 484]
portrait-photo bbox=[374, 1122, 478, 1252]
photo-person bbox=[525, 190, 547, 250]
brief-headline: ಪತ್ರಿಕಾ ಚಟುವಟಿಕೆಯಲ್ಲಿ ಇಂಟರ್ನ್‌ಶಿಪ್ ಯೋಜನೆ: ಮಹಿಳಾ ಅಭ್ಯರ್ಥಿಗಳಿಂದ ಅರ್ಜಿ ಆಹ್ವಾನ bbox=[32, 372, 240, 393]
registration-dot-icon bbox=[618, 1552, 628, 1562]
